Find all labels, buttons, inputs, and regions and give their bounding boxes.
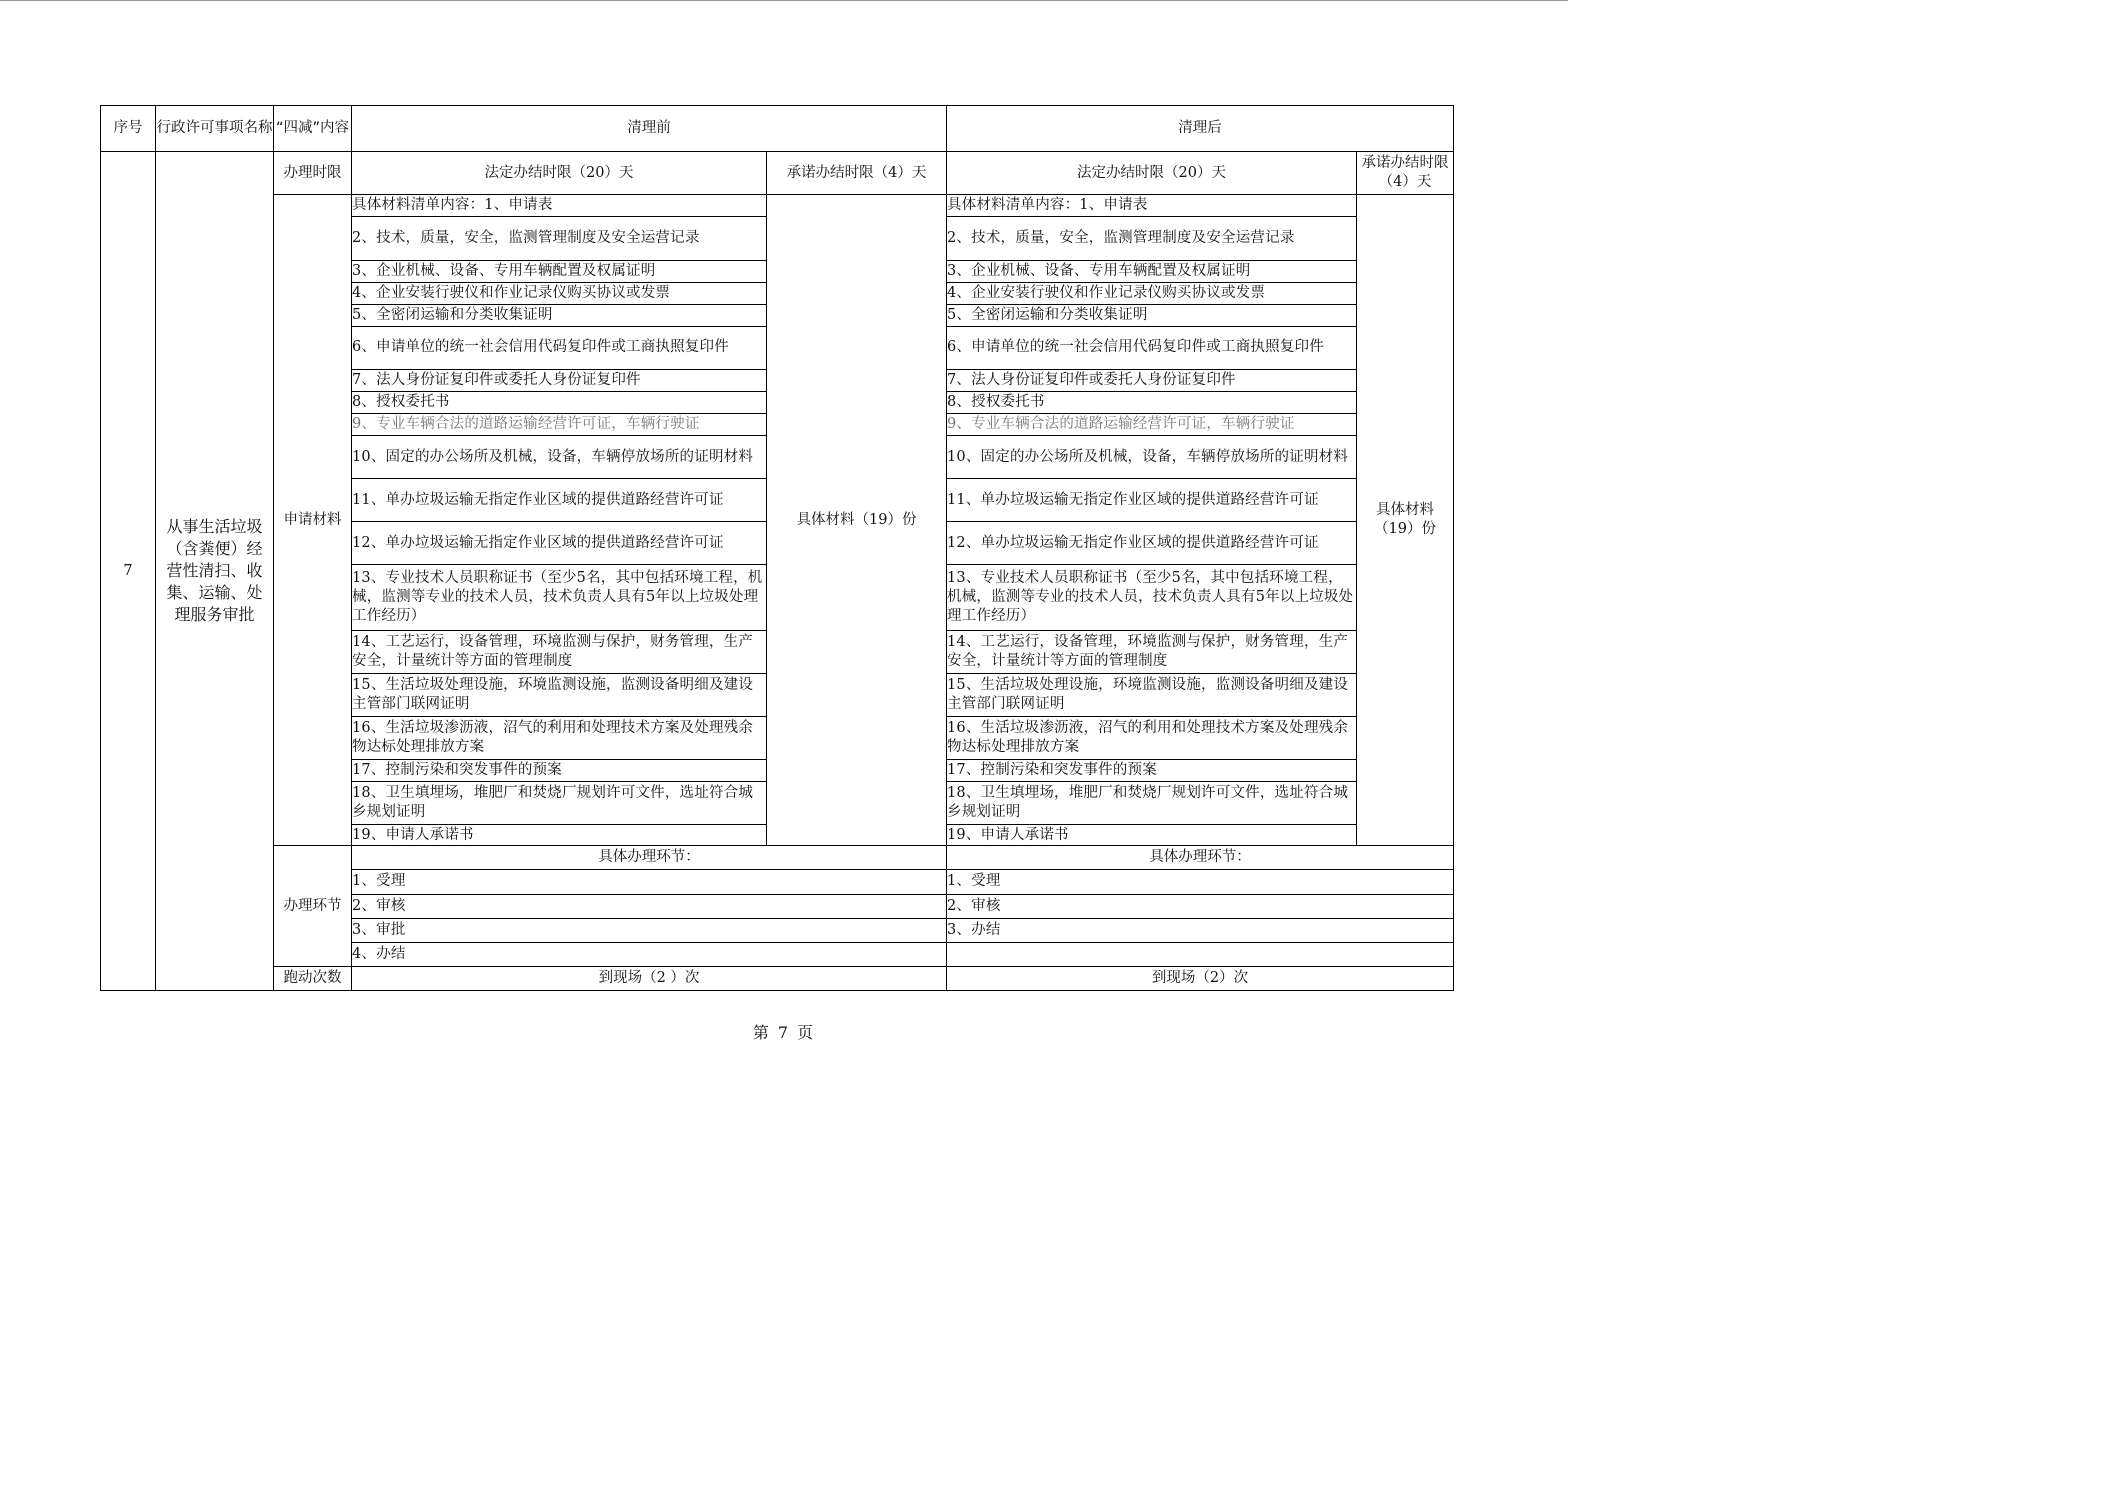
- after-process-step: 3、办结: [947, 918, 1454, 942]
- before-material-item: 2、技术，质量，安全，监测管理制度及安全运营记录: [352, 217, 767, 260]
- before-material-item: 15、生活垃圾处理设施，环境监测设施，监测设备明细及建设主管部门联网证明: [352, 673, 767, 716]
- after-legal-limit: 法定办结时限（20）天: [947, 152, 1357, 195]
- after-material-item: 6、申请单位的统一社会信用代码复印件或工商执照复印件: [947, 326, 1357, 369]
- before-process-step: 2、审核: [352, 894, 947, 918]
- before-process-step: 1、受理: [352, 870, 947, 894]
- after-material-item: 5、全密闭运输和分类收集证明: [947, 304, 1357, 326]
- before-promise-limit: 承诺办结时限（4）天: [767, 152, 947, 195]
- page-number: 第 7 页: [752, 1023, 816, 1042]
- before-material-item: 11、单办垃圾运输无指定作业区域的提供道路经营许可证: [352, 479, 767, 522]
- before-material-item: 14、工艺运行，设备管理，环境监测与保护，财务管理，生产安全，计量统计等方面的管理制度: [352, 630, 767, 673]
- before-material-item: 10、固定的办公场所及机械，设备，车辆停放场所的证明材料: [352, 436, 767, 479]
- after-material-item: 15、生活垃圾处理设施，环境监测设施，监测设备明细及建设主管部门联网证明: [947, 673, 1357, 716]
- after-material-item: 12、单办垃圾运输无指定作业区域的提供道路经营许可证: [947, 522, 1357, 565]
- after-material-item: 具体材料清单内容：1、申请表: [947, 195, 1357, 217]
- permit-table: [100, 105, 1454, 991]
- after-material-item: 11、单办垃圾运输无指定作业区域的提供道路经营许可证: [947, 479, 1357, 522]
- after-visits: 到现场（2）次: [947, 966, 1454, 990]
- time-limit-row: [101, 152, 1454, 195]
- before-material-item: 6、申请单位的统一社会信用代码复印件或工商执照复印件: [352, 326, 767, 369]
- header-before: 清理前: [352, 106, 947, 152]
- before-legal-limit: 法定办结时限（20）天: [352, 152, 767, 195]
- visits-label: 跑动次数: [274, 966, 352, 990]
- before-material-item: 5、全密闭运输和分类收集证明: [352, 304, 767, 326]
- after-material-item: 13、专业技术人员职称证书（至少5名，其中包括环境工程，机械，监测等专业的技术人员，技术负责人具有5年以上垃圾处理工作经历）: [947, 565, 1357, 630]
- after-process-step: [947, 942, 1454, 966]
- after-material-item: 9、专业车辆合法的道路运输经营许可证，车辆行驶证: [947, 413, 1357, 435]
- before-material-item: 3、企业机械、设备、专用车辆配置及权属证明: [352, 260, 767, 282]
- header-after: 清理后: [947, 106, 1454, 152]
- after-material-item: 16、生活垃圾渗沥液，沼气的利用和处理技术方案及处理残余物达标处理排放方案: [947, 716, 1357, 759]
- item-name-cell: 从事生活垃圾（含粪便）经营性清扫、收集、运输、处理服务审批: [156, 152, 274, 991]
- seq-cell: 7: [101, 152, 156, 991]
- materials-label: 申请材料: [274, 195, 352, 846]
- visits-row: [101, 966, 1454, 990]
- after-material-item: 2、技术，质量，安全，监测管理制度及安全运营记录: [947, 217, 1357, 260]
- before-material-item: 18、卫生填埋场，堆肥厂和焚烧厂规划许可文件，选址符合城乡规划证明: [352, 782, 767, 825]
- before-material-item: 12、单办垃圾运输无指定作业区域的提供道路经营许可证: [352, 522, 767, 565]
- header-item-name: 行政许可事项名称: [156, 106, 274, 152]
- header-row: [101, 106, 1454, 152]
- after-process-step: 2、审核: [947, 894, 1454, 918]
- process-title-row: [101, 846, 1454, 870]
- before-material-item: 9、专业车辆合法的道路运输经营许可证，车辆行驶证: [352, 413, 767, 435]
- before-material-item: 16、生活垃圾渗沥液，沼气的利用和处理技术方案及处理残余物达标处理排放方案: [352, 716, 767, 759]
- top-rule: [0, 0, 1568, 1]
- after-promise-limit: 承诺办结时限（4）天: [1357, 152, 1454, 195]
- before-material-item: 4、企业安装行驶仪和作业记录仪购买协议或发票: [352, 282, 767, 304]
- after-process-title: 具体办理环节：: [947, 846, 1454, 870]
- after-material-item: 17、控制污染和突发事件的预案: [947, 760, 1357, 782]
- after-material-item: 18、卫生填埋场，堆肥厂和焚烧厂规划许可文件，选址符合城乡规划证明: [947, 782, 1357, 825]
- before-material-item: 17、控制污染和突发事件的预案: [352, 760, 767, 782]
- before-process-step: 4、办结: [352, 942, 947, 966]
- before-material-item: 7、法人身份证复印件或委托人身份证复印件: [352, 369, 767, 391]
- time-limit-label: 办理时限: [274, 152, 352, 195]
- before-material-item: 8、授权委托书: [352, 391, 767, 413]
- header-seq: 序号: [101, 106, 156, 152]
- header-four-reduce: “四减”内容: [274, 106, 352, 152]
- before-process-title: 具体办理环节：: [352, 846, 947, 870]
- after-material-item: 10、固定的办公场所及机械，设备，车辆停放场所的证明材料: [947, 436, 1357, 479]
- after-material-item: 4、企业安装行驶仪和作业记录仪购买协议或发票: [947, 282, 1357, 304]
- after-material-item: 3、企业机械、设备、专用车辆配置及权属证明: [947, 260, 1357, 282]
- before-materials-summary: 具体材料（19）份: [767, 195, 947, 846]
- after-material-item: 14、工艺运行，设备管理，环境监测与保护，财务管理，生产安全，计量统计等方面的管理制度: [947, 630, 1357, 673]
- before-visits: 到现场（2 ）次: [352, 966, 947, 990]
- material-row: [101, 195, 1454, 217]
- after-material-item: 19、申请人承诺书: [947, 825, 1357, 846]
- before-process-step: 3、审批: [352, 918, 947, 942]
- after-material-item: 8、授权委托书: [947, 391, 1357, 413]
- before-material-item: 13、专业技术人员职称证书（至少5名，其中包括环境工程，机械，监测等专业的技术人员，技术负责人具有5年以上垃圾处理工作经历）: [352, 565, 767, 630]
- after-materials-summary: 具体材料（19）份: [1357, 195, 1454, 846]
- process-label: 办理环节: [274, 846, 352, 966]
- before-material-item: 19、申请人承诺书: [352, 825, 767, 846]
- after-process-step: 1、受理: [947, 870, 1454, 894]
- after-material-item: 7、法人身份证复印件或委托人身份证复印件: [947, 369, 1357, 391]
- before-material-item: 具体材料清单内容：1、申请表: [352, 195, 767, 217]
